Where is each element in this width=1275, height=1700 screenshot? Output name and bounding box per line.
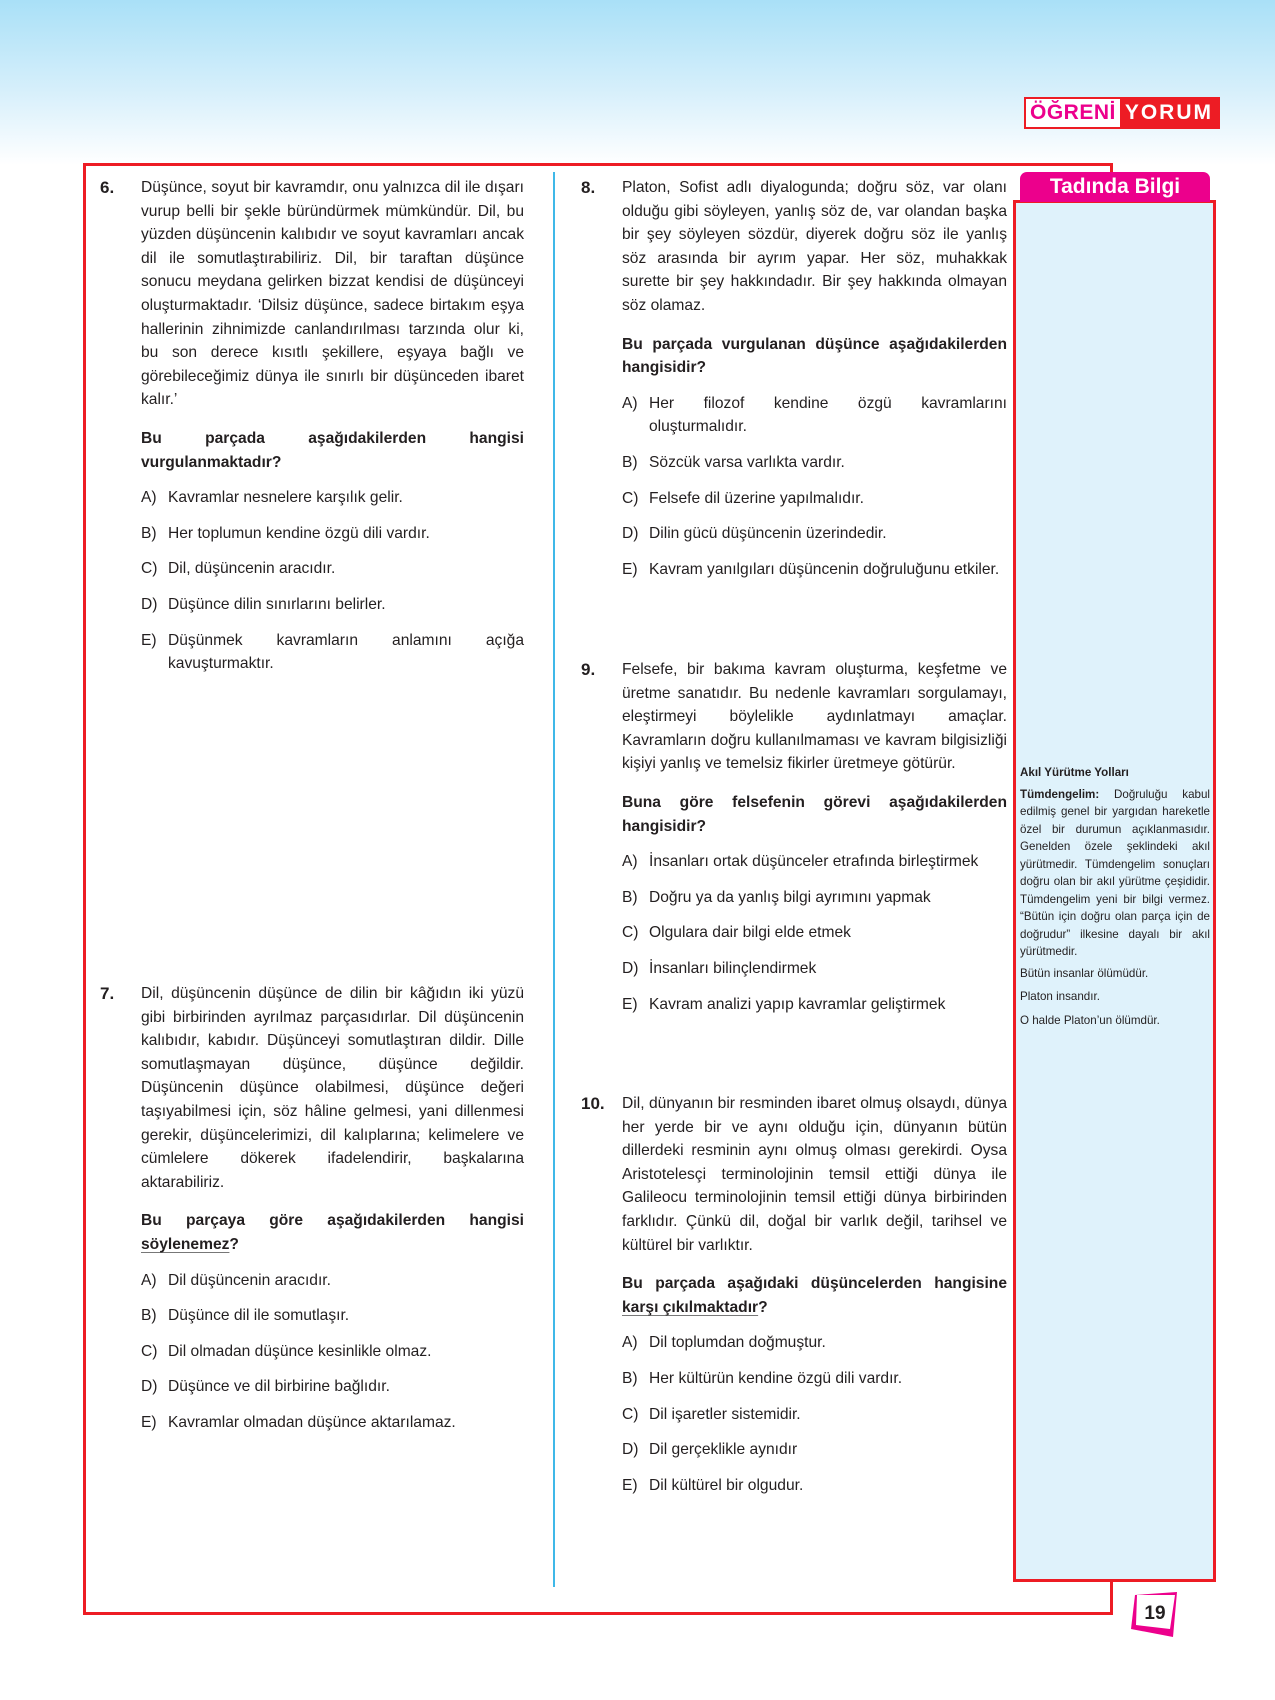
sidebar-example: Platon insandır.	[1020, 990, 1100, 1003]
option-label: A)	[622, 1334, 638, 1352]
stem-emphasis: karşı çıkılmaktadır	[622, 1298, 759, 1316]
option-d[interactable]	[622, 1438, 1007, 1462]
option-c[interactable]	[622, 487, 1007, 511]
option-label: B)	[622, 888, 638, 906]
option-text: Felsefe dil üzerine yapılmalıdır.	[649, 489, 864, 507]
question-8	[581, 176, 1007, 593]
option-label: E)	[622, 560, 638, 578]
question-number: 7.	[100, 984, 115, 1003]
sidebar-definition-text: Doğruluğu kabul edilmiş genel bir yargıdan hareketle özel bir durumun açıklanmasıdır. Genelden özele şeklindeki akıl yürütmedir. Tümdengelim sonuçları doğru olan bir akıl yürütme çeşididir. Tümdengelim yeni bir bilgi vermez. “Bütün için doğru olan parça için de doğrudur” ilkesine dayalı bir akıl yürütmedir.	[1020, 787, 1210, 958]
option-text: Düşünce dil ile somutlaşır.	[168, 1307, 350, 1325]
options-list	[622, 1331, 1007, 1497]
option-e[interactable]	[622, 1474, 1007, 1498]
question-stem	[141, 1209, 524, 1256]
option-label: D)	[622, 525, 639, 543]
option-e[interactable]	[622, 993, 1007, 1017]
option-d[interactable]	[141, 593, 524, 617]
option-label: C)	[622, 1405, 639, 1423]
option-text: Dil düşüncenin aracıdır.	[168, 1271, 331, 1289]
sidebar-example: O halde Platon’un ölümdür.	[1020, 1013, 1160, 1027]
stem-end: ?	[229, 1235, 239, 1253]
option-label: B)	[622, 1369, 638, 1387]
option-b[interactable]	[141, 1304, 524, 1328]
question-stem: Buna göre felsefenin görevi aşağıdakilerden hangisidir?	[622, 793, 1007, 835]
option-a[interactable]	[141, 1269, 524, 1293]
option-a[interactable]	[622, 392, 1007, 439]
question-stem: Bu parçada vurgulanan düşünce aşağıdakilerden hangisidir?	[622, 335, 1007, 377]
question-stem: Bu parçada aşağıdakilerden hangisi vurgulanmaktadır?	[141, 429, 524, 471]
stem-text: Bu parçaya göre aşağıdakilerden hangisi	[141, 1212, 524, 1230]
sidebar-header: Tadında Bilgi	[1020, 172, 1210, 202]
stem-emphasis: söylenemez	[141, 1235, 230, 1253]
option-label: C)	[622, 489, 639, 507]
option-text: Her toplumun kendine özgü dili vardır.	[168, 524, 430, 542]
question-passage: Felsefe, bir bakıma kavram oluşturma, keşfetme ve üretme sanatıdır. Bu nedenle kavramları sorgulamayı, eleştirmeyi böylelikle aydınlatmayı amaçlar. Kavramların doğru kullanılmaması ve kavram bilgisizliği kişiyi yanlış ve temelsiz fikirler üretmeye götürür.	[622, 661, 1007, 773]
column-divider	[553, 172, 555, 1587]
question-number: 9.	[581, 660, 596, 679]
option-text: Kavram yanılgıları düşüncenin doğruluğunu etkiler.	[649, 560, 1000, 578]
option-text: Sözcük varsa varlıkta vardır.	[649, 453, 845, 471]
options-list	[141, 1269, 524, 1435]
option-label: C)	[622, 924, 639, 942]
option-c[interactable]	[622, 921, 1007, 945]
question-6	[100, 176, 524, 688]
option-label: E)	[622, 995, 638, 1013]
brand-part-2: YORUM	[1120, 99, 1218, 127]
option-text: Olgulara dair bilgi elde etmek	[649, 924, 851, 942]
question-passage: Dil, dünyanın bir resminden ibaret olmuş olsaydı, dünya her yerde bir ve aynı olduğu için, dünyanın bütün dillerdeki resminin aynı olmuş olması gerekirdi. Oysa Aristotelesçi terminolojinin temsil ettiği dünya ile Galileocu terminolojinin temsil ettiği dünya birbirinden farklıdır. Çünkü dil, doğal bir varlık değil, tarihsel ve kültürel bir varlıktır.	[622, 1095, 1007, 1254]
question-number: 6.	[100, 178, 115, 197]
page-number-badge	[1132, 1592, 1178, 1638]
option-c[interactable]	[141, 557, 524, 581]
option-text: İnsanları bilinçlendirmek	[649, 959, 817, 977]
option-text: İnsanları ortak düşünceler etrafında birleştirmek	[649, 853, 979, 871]
option-text: Dil olmadan düşünce kesinlikle olmaz.	[168, 1342, 432, 1360]
option-text: Düşünmek kavramların anlamını açığa kavuşturmaktır.	[168, 631, 524, 673]
option-text: Dil, düşüncenin aracıdır.	[168, 560, 336, 578]
option-label: C)	[141, 560, 158, 578]
question-passage: Platon, Sofist adlı diyalogunda; doğru söz, var olanı olduğu gibi söyleyen, yanlış söz de, var olandan başka bir şey söyleyen sözdür, diyerek doğru söz ile yanlış söz arasında bir ayrım yapar. Her söz, muhakkak surette bir şey hakkındadır. Bir şey hakkında olmayan söz olamaz.	[622, 179, 1007, 314]
option-text: Dil kültürel bir olgudur.	[649, 1476, 804, 1494]
option-label: D)	[622, 1441, 639, 1459]
question-9	[581, 658, 1007, 1028]
question-number: 10.	[581, 1094, 605, 1113]
option-label: B)	[141, 524, 157, 542]
option-text: Doğru ya da yanlış bilgi ayrımını yapmak	[649, 888, 931, 906]
option-label: B)	[141, 1307, 157, 1325]
option-label: A)	[622, 394, 638, 412]
option-text: Düşünce ve dil birbirine bağlıdır.	[168, 1378, 390, 1396]
option-b[interactable]	[622, 451, 1007, 475]
option-text: Dilin gücü düşüncenin üzerindedir.	[649, 525, 887, 543]
option-d[interactable]	[622, 522, 1007, 546]
frame-edge	[1110, 1582, 1113, 1615]
option-text: Kavram analizi yapıp kavramlar geliştirmek	[649, 995, 946, 1013]
options-list	[141, 486, 524, 676]
stem-text: Bu parçada aşağıdaki düşüncelerden hangisine	[622, 1275, 1007, 1293]
option-text: Dil gerçeklikle aynıdır	[649, 1441, 798, 1459]
option-text: Dil toplumdan doğmuştur.	[649, 1334, 826, 1352]
option-label: C)	[141, 1342, 158, 1360]
options-list	[622, 392, 1007, 582]
brand-logo	[1024, 97, 1220, 129]
option-text: Kavramlar olmadan düşünce aktarılamaz.	[168, 1413, 456, 1431]
option-a[interactable]	[141, 486, 524, 510]
option-text: Kavramlar nesnelere karşılık gelir.	[168, 489, 403, 507]
option-e[interactable]	[622, 558, 1007, 582]
option-e[interactable]	[141, 1411, 524, 1435]
option-text: Her filozof kendine özgü kavramlarını oluşturmalıdır.	[649, 394, 1007, 436]
page-number: 19	[1144, 1603, 1166, 1624]
option-label: E)	[141, 1413, 157, 1431]
option-b[interactable]	[622, 1367, 1007, 1391]
question-7	[100, 982, 524, 1447]
question-passage: Dil, düşüncenin düşünce de dilin bir kâğıdın iki yüzü gibi birbirinden ayrılmaz parçasıdırlar. Dil düşüncenin kalıbıdır, kabıdır. Düşünceyi somutlaştıran dildir. Dille somutlaşmayan düşünce, düşünce değildir. Düşüncenin düşünce olabilmesi, düşünce değeri taşıyabilmesi için, söz hâline gelmesi, yani dillenmesi gerekir, düşüncelerimizi, dil kalıplarına; kelimelere ve cümlelere dökerek ifadelendirir, başkalarına aktarabiliriz.	[141, 985, 524, 1191]
option-text: Dil işaretler sistemidir.	[649, 1405, 801, 1423]
option-text: Her kültürün kendine özgü dili vardır.	[649, 1369, 903, 1387]
option-label: A)	[141, 489, 157, 507]
option-c[interactable]	[622, 1403, 1007, 1427]
option-b[interactable]	[141, 522, 524, 546]
sidebar-term: Tümdengelim:	[1020, 787, 1100, 801]
option-label: E)	[622, 1476, 638, 1494]
option-label: A)	[141, 1271, 157, 1289]
option-label: B)	[622, 453, 638, 471]
option-text: Düşünce dilin sınırlarını belirler.	[168, 595, 386, 613]
question-passage: Düşünce, soyut bir kavramdır, onu yalnızca dil ile dışarı vurup belli bir şekle büründürmek mümkündür. Dil, bu yüzden düşüncenin kalıbıdır ve soyut kavramları ancak dil ile somutlaştırabiliriz. Dil, bir taraftan düşünce sonucu meydana gelirken bizzat kendisi de düşünceyi oluşturmaktadır. ‘Dilsiz düşünce, sadece birtakım eşya hallerinin zihnimizde canlandırılması tarzında olur ki, bu son derece kısıtlı şekillere, eşyaya bağlı ve görebileceğimiz dünya ile sınırlı bir düşünceden ibaret kalır.’	[141, 179, 524, 409]
option-a[interactable]	[622, 1331, 1007, 1355]
option-a[interactable]	[622, 850, 1007, 874]
option-c[interactable]	[141, 1340, 524, 1364]
option-d[interactable]	[622, 957, 1007, 981]
sidebar-example: Bütün insanlar ölümüdür.	[1020, 966, 1149, 980]
option-label: D)	[141, 595, 158, 613]
option-label: A)	[622, 853, 638, 871]
options-list	[622, 850, 1007, 1016]
brand-part-1: ÖĞRENİ	[1026, 99, 1120, 127]
question-stem	[622, 1272, 1007, 1319]
option-label: D)	[141, 1378, 158, 1396]
sidebar-title: Akıl Yürütme Yolları	[1020, 766, 1129, 779]
question-number: 8.	[581, 178, 596, 197]
option-label: E)	[141, 631, 157, 649]
question-10	[581, 1092, 1007, 1509]
stem-end: ?	[758, 1298, 768, 1316]
sidebar-definition	[1020, 786, 1210, 961]
option-label: D)	[622, 959, 639, 977]
option-d[interactable]	[141, 1375, 524, 1399]
sidebar-content	[1020, 764, 1210, 1035]
option-b[interactable]	[622, 886, 1007, 910]
option-e[interactable]	[141, 629, 524, 676]
